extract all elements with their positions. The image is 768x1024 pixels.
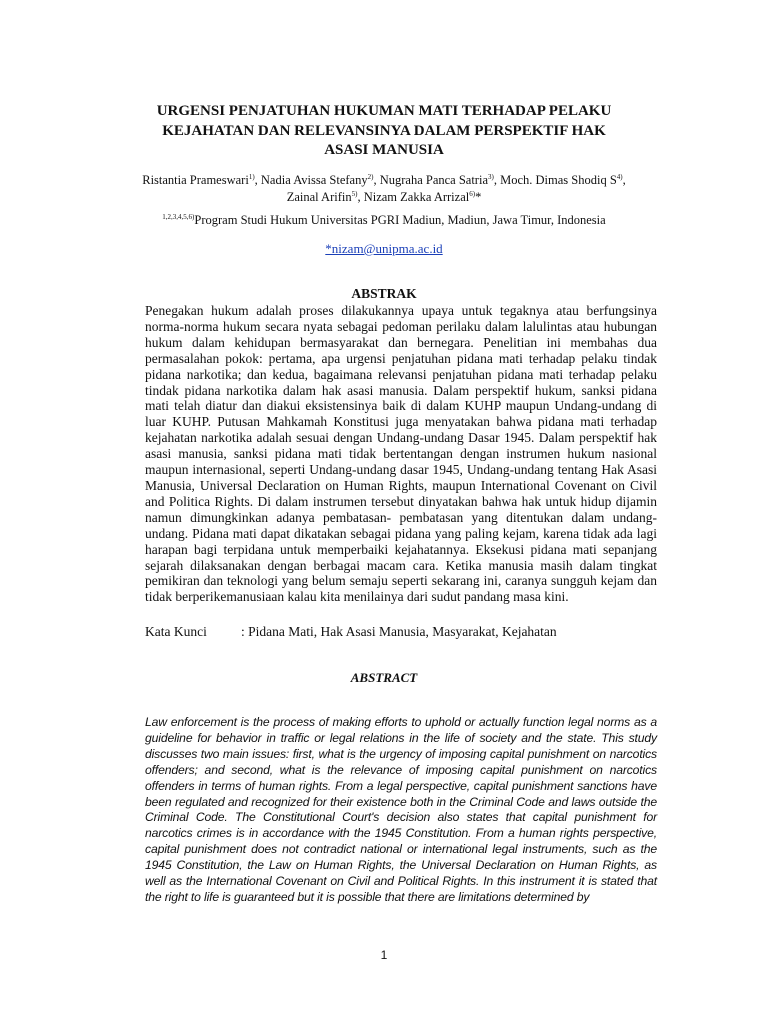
title-line-1: URGENSI PENJATUHAN HUKUMAN MATI TERHADAP PELAKU: [156, 103, 612, 119]
author-list: [110, 172, 658, 206]
author-line-1: Ristantia Prameswari$^{1)}$, Nadia Avissa Stefany$^{2)}$, Nugraha Panca Satria$^{3)}$, Moch. Dimas Shodiq $S^{4)}$,: [142, 172, 626, 187]
author-line-2: Zainal Arifin$^{5)}$, Nizam Zakka Arrizal$^{6)}$*: [286, 189, 482, 204]
title-line-3: ASASI MANUSIA: [324, 142, 444, 158]
keywords-label: Kata Kunci: [145, 624, 207, 639]
keywords: [145, 623, 657, 641]
email-link[interactable]: *nizam@unipma.ac.id: [325, 241, 443, 256]
title-line-2: KEJAHATAN DAN RELEVANSINYA DALAM PERSPEKTIF HAK: [162, 122, 606, 139]
keywords-value: : Pidana Mati, Hak Asasi Manusia, Masyarakat, Kejahatan: [241, 624, 557, 639]
abstrak-body: Penegakan hukum adalah proses dilakukannya upaya untuk tegaknya atau berfungsinya norma-norma hukum secara nyata sebagai pedoman perilaku dalam lalulintas atau hubungan hukum dalam kehidupan bermasyarakat dan bernegara. Penelitian ini membahas dua permasalahan pokok: pertama, apa urgensi penjatuhan pidana mati terhadap pelaku tindak pidana narkotika; dan kedua, bagaimana relevansi penjatuhan pidana mati terhadap pelaku tindak pidana narkotika dalam hak asasi manusia. Dalam perspektif hukum, sanksi pidana mati telah diatur dan diakui eksistensinya baik di dalam KUHP maupun Undang-undang di luar KUHP. Putusan Mahkamah Konstitusi juga menyatakan bahwa pidana mati terhadap kejahatan narkotika adalah sesuai dengan Undang-undang Dasar 1945. Dalam perspektif hak asasi manusia, sanksi pidana mati tidak bertentangan dengan instrumen hukum nasional maupun internasional, seperti Undang-undang dasar 1945, Undang-undang tentang Hak Asasi Manusia, Universal Declaration on Human Rights, maupun International Covenant on Civil and Politica Rights. Di dalam instrumen tersebut dinyatakan bahwa hak untuk hidup dijamin namun dimungkinkan adanya pembatasan- pembatasan yang ditentukan dalam undang-undang. Pidana mati dapat dikatakan sebagai pidana yang paling kejam, karena tidak ada lagi harapan bagi terpidana untuk memperbaiki kejahatannya. Eksekusi pidana mati sepanjang sejarah dilaksanakan dengan berbagai macam cara. Ketika manusia masih dalam tingkat pemikiran dan teknologi yang belum semaju seperti sekarang ini, caranya sungguh kejam dan tidak berperikemanusiaan kalau kita menilainya dari sudut pandang masa kini.: [145, 303, 657, 605]
abstract-en-body: Law enforcement is the process of making efforts to uphold or actually function legal norms as a guideline for behavior in traffic or legal relations in the life of society and the state. This study discusses two main issues: first, what is the urgency of imposing capital punishment on narcotics offenders; and second, what is the relevance of imposing capital punishment on narcotics offenders in terms of human rights. From a legal perspective, capital punishment sanctions have been regulated and recognized for their existence both in the Criminal Code and laws outside the Criminal Code. The Constitutional Court's decision also states that capital punishment for narcotics crimes is in accordance with the 1945 Constitution. From a human rights perspective, capital punishment does not contradict national or international legal instruments, such as the 1945 Constitution, the Law on Human Rights, the Universal Declaration on Human Rights, as well as the International Covenant on Civil and Political Rights. In this instrument it is stated that the right to life is guaranteed but it is possible that there are limitations determined by: [145, 715, 657, 904]
affiliation: $^{1,2,3,4,5,6)}$Program Studi Hukum Universitas PGRI Madiun, Madiun, Jawa Timur, Indonesia: [162, 212, 606, 227]
page-number: 1: [380, 948, 388, 962]
paper-title: [120, 102, 648, 161]
corresponding-email: [110, 240, 658, 258]
abstract-en-heading: ABSTRACT: [350, 670, 418, 685]
abstrak-heading: ABSTRAK: [351, 286, 417, 301]
